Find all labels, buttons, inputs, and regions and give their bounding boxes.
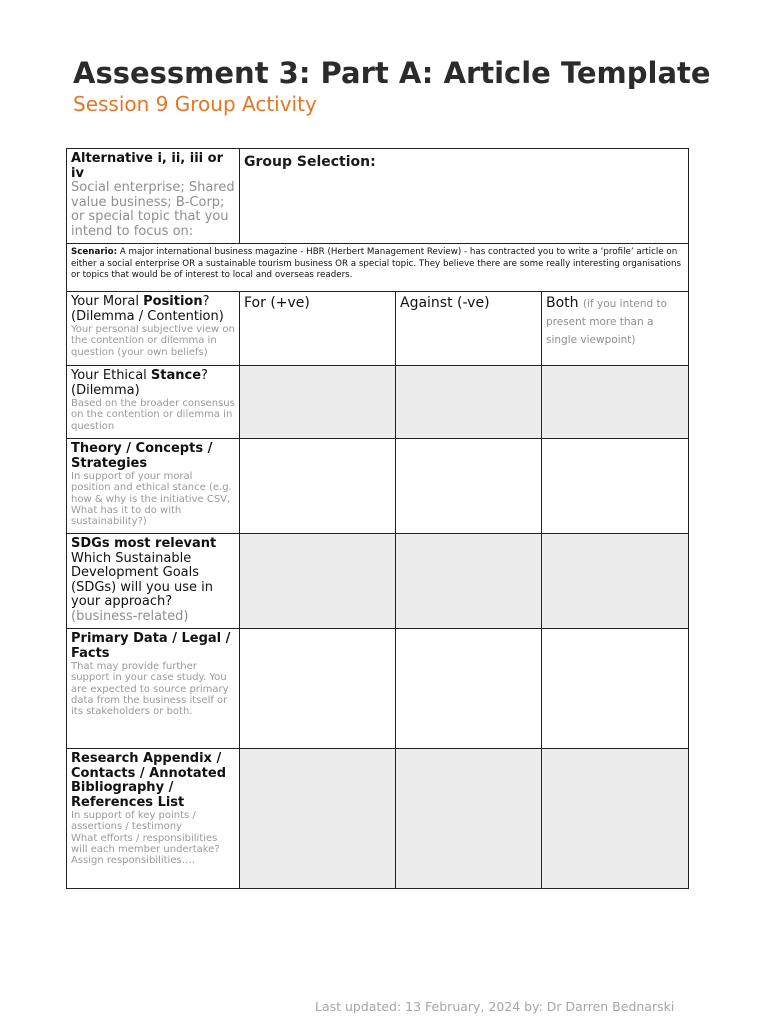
research-for-cell[interactable]: [240, 749, 396, 889]
moral-position-label-cell: [67, 292, 240, 366]
sdgs-text: Which Sustainable Development Goals (SDGs) will you use in your approach?: [71, 550, 213, 609]
sdgs-label-cell: [67, 534, 240, 629]
moral-bold: Position: [143, 294, 203, 309]
sdgs-for-cell[interactable]: [240, 534, 396, 629]
research-label-cell: [67, 749, 240, 889]
scenario-text: A major international business magazine - HBR (Herbert Management Review) - has contracted you to write a ‘profile’ article on either a social enterprise OR a sustainable tourism business OR a special topic. They believe there are some really interesting organisations or topics that would be of interest to local and overseas readers.: [71, 247, 682, 280]
sdgs-hint: (business-related): [71, 608, 189, 624]
ethical-stance-row: [67, 366, 689, 439]
theory-hint: In support of your moral position and ethical stance (e.g. how & why is the initiative CSV, What has it to do with sustainability?): [71, 471, 232, 528]
moral-post: ? (Dilemma / Contention): [71, 294, 224, 324]
against-label: Against (-ve): [400, 295, 490, 311]
sdgs-bold: SDGs most relevant: [71, 536, 217, 551]
primary-for-cell[interactable]: [240, 629, 396, 749]
ethical-stance-label-cell: [67, 366, 240, 439]
scenario-row: [67, 244, 689, 292]
theory-bold: Theory / Concepts / Strategies: [71, 441, 213, 471]
theory-label-cell: [67, 439, 240, 534]
ethical-bold: Stance: [150, 368, 202, 383]
research-both-cell[interactable]: [542, 749, 689, 889]
theory-against-cell[interactable]: [396, 439, 542, 534]
primary-bold: Primary Data / Legal / Facts: [71, 631, 231, 661]
research-row: [67, 749, 689, 889]
ethical-against-cell[interactable]: [396, 366, 542, 439]
both-column-header[interactable]: [542, 292, 689, 366]
moral-hint: Your personal subjective view on the contention or dilemma in question (your own beliefs): [71, 324, 235, 358]
primary-data-label-cell: [67, 629, 240, 749]
alternative-hint: Social enterprise; Shared value business; B-Corp; or special topic that you intend to focus on:: [71, 180, 235, 239]
for-column-header[interactable]: [240, 292, 396, 366]
moral-pre: Your Moral: [71, 294, 144, 309]
theory-row: [67, 439, 689, 534]
ethical-post: ? (Dilemma): [71, 368, 208, 398]
alternative-label: Alternative i, ii, iii or iv: [71, 151, 224, 181]
sdgs-against-cell[interactable]: [396, 534, 542, 629]
research-hint-1: In support of key points / assertions / testimony: [71, 810, 196, 833]
group-selection-label: Group Selection:: [244, 154, 376, 170]
scenario-label: Scenario:: [71, 247, 118, 257]
primary-against-cell[interactable]: [396, 629, 542, 749]
group-selection-cell[interactable]: [240, 149, 689, 244]
against-column-header[interactable]: [396, 292, 542, 366]
both-hint: (if you intend to present more than a single viewpoint): [546, 298, 668, 346]
ethical-hint: Based on the broader consensus on the contention or dilemma in question: [71, 398, 235, 432]
ethical-for-cell[interactable]: [240, 366, 396, 439]
research-bold: Research Appendix / Contacts / Annotated Bibliography / References List: [71, 751, 226, 810]
ethical-pre: Your Ethical: [71, 368, 151, 383]
sdgs-row: [67, 534, 689, 629]
footer-note: Last updated: 13 February, 2024 by: Dr Darren Bednarski: [315, 999, 675, 1014]
for-label: For (+ve): [244, 295, 310, 311]
moral-position-row: [67, 292, 689, 366]
selection-row: [67, 149, 689, 244]
scenario-cell: [67, 244, 689, 292]
primary-hint: That may provide further support in your case study. You are expected to source primary data from the business itself or its stakeholders or both.: [71, 661, 229, 718]
ethical-both-cell[interactable]: [542, 366, 689, 439]
research-against-cell[interactable]: [396, 749, 542, 889]
document-title: Assessment 3: Part A: Article Template: [73, 56, 711, 90]
research-hint-2: What efforts / responsibilities will each member undertake? Assign responsibilities….: [71, 832, 220, 867]
primary-both-cell[interactable]: [542, 629, 689, 749]
article-template-table: [66, 148, 689, 889]
sdgs-both-cell[interactable]: [542, 534, 689, 629]
primary-data-row: [67, 629, 689, 749]
theory-for-cell[interactable]: [240, 439, 396, 534]
theory-both-cell[interactable]: [542, 439, 689, 534]
both-label: Both: [546, 295, 579, 311]
document-subtitle: Session 9 Group Activity: [73, 92, 317, 116]
alternative-cell: [67, 149, 240, 244]
